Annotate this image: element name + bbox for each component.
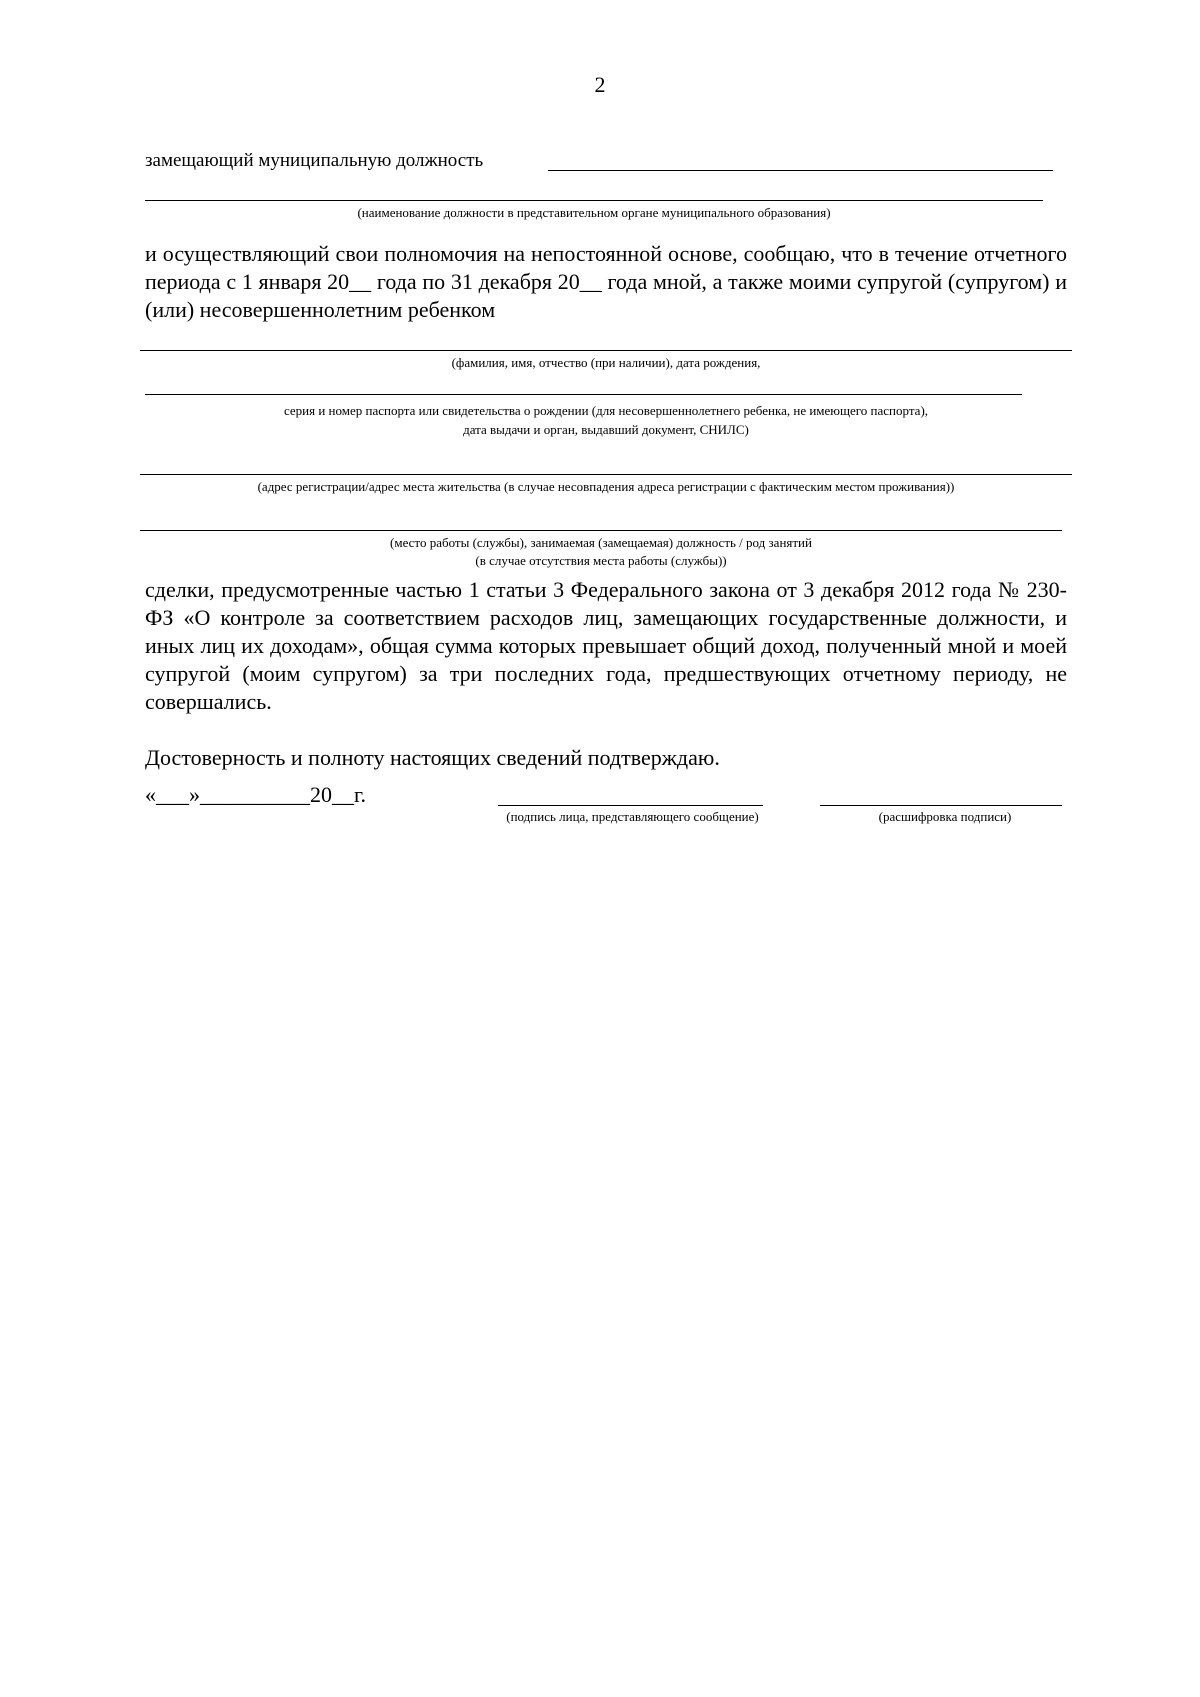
work-caption-line2: (в случае отсутствия места работы (службы)) [475,553,727,568]
position-label: замещающий муниципальную должность [145,150,484,171]
work-blank-line [140,530,1062,531]
date-field: «___»__________20__г. [145,782,367,807]
page-number: 2 [594,72,606,97]
position-blank-line-2 [145,200,1043,201]
address-caption: (адрес регистрации/адрес места жительства (в случае несовпадения адреса регистрации с фактическим местом проживания)) [257,479,955,494]
fio-blank-line [140,350,1072,351]
position-blank-line [548,170,1053,171]
decoding-caption: (расшифровка подписи) [878,809,1012,824]
decoding-blank-line [820,805,1062,806]
passport-blank-line [145,394,1022,395]
position-caption: (наименование должности в представительном органе муниципального образования) [357,205,831,220]
fio-caption: (фамилия, имя, отчество (при наличии), дата рождения, [451,355,761,370]
confirmation-text: Достоверность и полноту настоящих сведений подтверждаю. [145,745,720,770]
signature-caption: (подпись лица, представляющего сообщение) [506,809,759,824]
signature-blank-line [498,805,763,806]
main-paragraph: сделки, предусмотренные частью 1 статьи 3 Федерального закона от 3 декабря 2012 года № 230-ФЗ «О контроле за соответствием расходов лиц, замещающих государственные должности, и иных лиц их доходам», общая сумма которых превышает общий доход, полученный мной и моей супругой (моим супругом) за три последних года, предшествующих отчетному периоду, не совершались. [145,577,1067,714]
work-caption-line1: (место работы (службы), занимаемая (замещаемая) должность / род занятий [390,535,812,550]
passport-caption-line1: серия и номер паспорта или свидетельства о рождении (для несовершеннолетнего ребенка, не имеющего паспорта), [283,403,929,418]
address-blank-line [140,474,1072,475]
passport-caption-line2: дата выдачи и орган, выдавший документ, СНИЛС) [463,422,749,437]
intro-paragraph: и осуществляющий свои полномочия на непостоянной основе, сообщаю, что в течение отчетного периода с 1 января 20__ года по 31 декабря 20__ года мной, а также моими супругой (супругом) и (или) несовершеннолетним ребенком [145,241,1067,322]
